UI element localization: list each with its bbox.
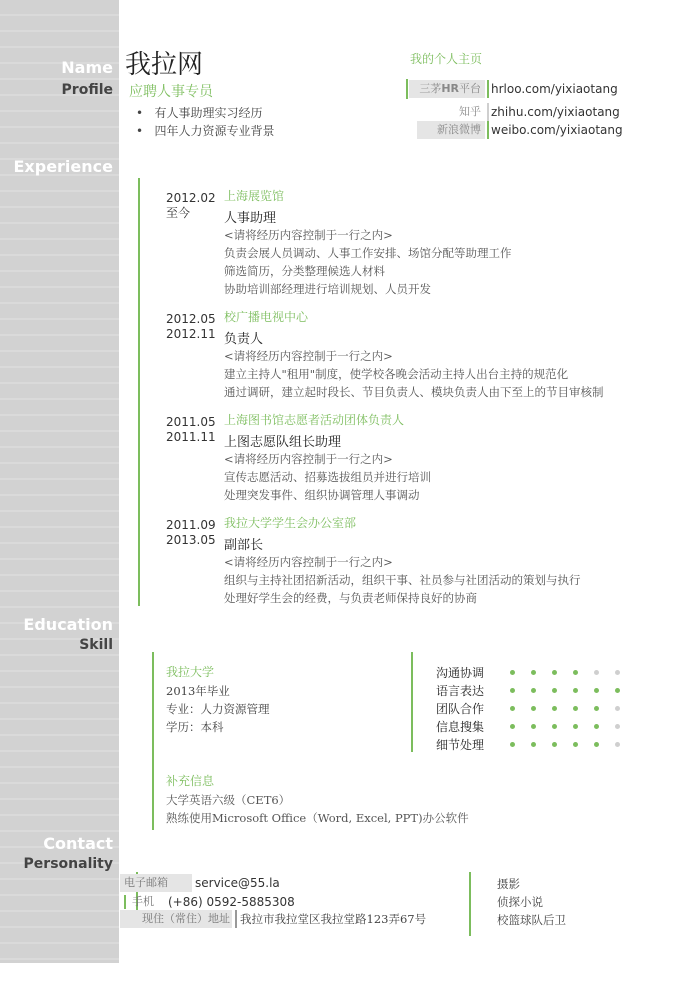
personality-item: 校篮球队后卫	[497, 913, 566, 927]
experience-detail: 通过调研，建立起时段长、节目负责人、模块负责人由下至上的节目审核制	[224, 385, 604, 399]
address-value: 我拉市我拉堂区我拉堂路123弄67号	[240, 912, 427, 926]
skill-rating-dot	[573, 670, 578, 675]
education-detail: 专业：人力资源管理	[166, 702, 270, 716]
skill-rating-dot	[594, 688, 599, 693]
profile-bullet: • 有人事助理实习经历	[136, 106, 263, 120]
personality-timeline	[469, 872, 471, 936]
experience-detail: 建立主持人"租用"制度，使学校各晚会活动主持人出台主持的规范化	[224, 367, 569, 381]
skill-rating-dot	[531, 724, 536, 729]
personality-section-label: Personality	[23, 856, 113, 872]
experience-detail: 筛选简历，分类整理候选人材料	[224, 264, 385, 278]
skill-rating-dot	[531, 688, 536, 693]
homepage-heading: 我的个人主页	[410, 52, 483, 66]
homepage-label: 新浪微博	[417, 121, 485, 139]
experience-detail: 组织与主持社团招新活动，组织干事、社员参与社团活动的策划与执行	[224, 573, 581, 587]
homepage-link[interactable]: weibo.com/yixiaotang	[491, 123, 623, 137]
experience-role: 负责人	[224, 332, 264, 347]
skill-rating-dot	[552, 724, 557, 729]
extra-info-detail: 大学英语六级（CET6）	[166, 793, 291, 807]
skill-rating-dot	[594, 670, 599, 675]
extra-info-heading: 补充信息	[166, 774, 215, 788]
skill-rating-dot	[552, 688, 557, 693]
skill-rating-dot	[531, 706, 536, 711]
skill-rating-dot	[594, 724, 599, 729]
personality-item: 摄影	[497, 877, 520, 891]
experience-role: 上图志愿队组长助理	[224, 435, 342, 450]
homepage-divider	[487, 121, 489, 139]
education-timeline	[152, 652, 154, 830]
education-section-label: Education	[23, 615, 113, 634]
personality-item: 侦探小说	[497, 895, 543, 909]
job-title: 应聘人事专员	[129, 84, 213, 100]
experience-detail: 处理好学生会的经费，与负责老师保持良好的协商	[224, 591, 477, 605]
skill-rating-dot	[573, 706, 578, 711]
skill-rating-dot	[510, 688, 515, 693]
experience-detail: 宣传志愿活动、招募选拔组员并进行培训	[224, 470, 431, 484]
experience-detail: <请将经历内容控制于一行之内>	[224, 349, 393, 363]
skill-rating-dot	[510, 670, 515, 675]
homepage-link[interactable]: zhihu.com/yixiaotang	[491, 105, 620, 119]
experience-role: 副部长	[224, 538, 264, 553]
skill-rating-dot	[573, 688, 578, 693]
address-divider	[235, 910, 237, 928]
address-label: 现住（常住）地址	[120, 910, 232, 928]
experience-role: 人事助理	[224, 211, 277, 226]
skill-rating-dot	[552, 670, 557, 675]
experience-organization: 上海展览馆	[224, 189, 285, 203]
experience-timeline	[138, 178, 140, 606]
experience-section-label: Experience	[13, 157, 113, 176]
experience-detail: <请将经历内容控制于一行之内>	[224, 555, 393, 569]
skill-section-label: Skill	[79, 637, 113, 653]
experience-date: 2012.05 2012.11	[166, 312, 216, 341]
experience-detail: 协助培训部经理进行培训规划、人员开发	[224, 282, 431, 296]
school-name: 我拉大学	[166, 665, 215, 679]
skill-rating-dot	[510, 724, 515, 729]
skill-rating-dot	[552, 706, 557, 711]
skill-rating-dot	[594, 706, 599, 711]
skill-rating-dot	[615, 706, 620, 711]
skills-timeline	[411, 652, 413, 752]
experience-organization: 上海图书馆志愿者活动团体负责人	[224, 413, 405, 427]
phone-value[interactable]: (+86) 0592-5885308	[168, 895, 295, 909]
experience-detail: <请将经历内容控制于一行之内>	[224, 452, 393, 466]
skill-name: 团队合作	[436, 702, 485, 716]
skill-rating-dot	[510, 742, 515, 747]
skill-rating-dot	[615, 724, 620, 729]
email-value[interactable]: service@55.la	[195, 876, 280, 890]
homepage-label: 三茅HR平台	[409, 80, 485, 98]
skill-rating-dot	[552, 742, 557, 747]
experience-organization: 校广播电视中心	[224, 310, 309, 324]
phone-label: 手机	[124, 893, 154, 911]
skill-name: 语言表达	[436, 684, 485, 698]
experience-detail: 处理突发事件、组织协调管理人事调动	[224, 488, 420, 502]
skill-name: 信息搜集	[436, 720, 485, 734]
skill-name: 细节处理	[436, 738, 485, 752]
skill-rating-dot	[531, 670, 536, 675]
skill-rating-dot	[594, 742, 599, 747]
homepage-divider	[487, 80, 489, 98]
skill-rating-dot	[615, 742, 620, 747]
candidate-name: 我拉网	[125, 50, 204, 80]
profile-section-label: Profile	[61, 82, 113, 98]
skill-rating-dot	[615, 688, 620, 693]
education-detail: 学历：本科	[166, 720, 224, 734]
skill-rating-dot	[573, 724, 578, 729]
experience-detail: 负责会展人员调动、人事工作安排、场馆分配等助理工作	[224, 246, 512, 260]
experience-date: 2012.02 至今	[166, 191, 216, 220]
email-label: 电子邮箱	[120, 874, 192, 892]
skill-rating-dot	[573, 742, 578, 747]
contact-section-label: Contact	[43, 834, 113, 853]
sidebar	[0, 0, 119, 963]
homepage-divider	[487, 103, 489, 121]
profile-bullet: • 四年人力资源专业背景	[136, 124, 275, 138]
experience-date: 2011.05 2011.11	[166, 415, 216, 444]
homepage-link[interactable]: hrloo.com/yixiaotang	[491, 82, 618, 96]
extra-info-detail: 熟练使用Microsoft Office（Word, Excel, PPT)办公软件	[166, 811, 469, 825]
experience-organization: 我拉大学学生会办公室部	[224, 516, 357, 530]
skill-rating-dot	[615, 670, 620, 675]
experience-detail: <请将经历内容控制于一行之内>	[224, 228, 393, 242]
experience-date: 2011.09 2013.05	[166, 518, 216, 547]
skill-rating-dot	[531, 742, 536, 747]
skill-name: 沟通协调	[436, 666, 485, 680]
name-section-label: Name	[61, 58, 113, 77]
homepage-accent-bar	[406, 79, 408, 99]
skill-rating-dot	[510, 706, 515, 711]
education-detail: 2013年毕业	[166, 684, 230, 698]
homepage-label: 知乎	[417, 103, 485, 121]
